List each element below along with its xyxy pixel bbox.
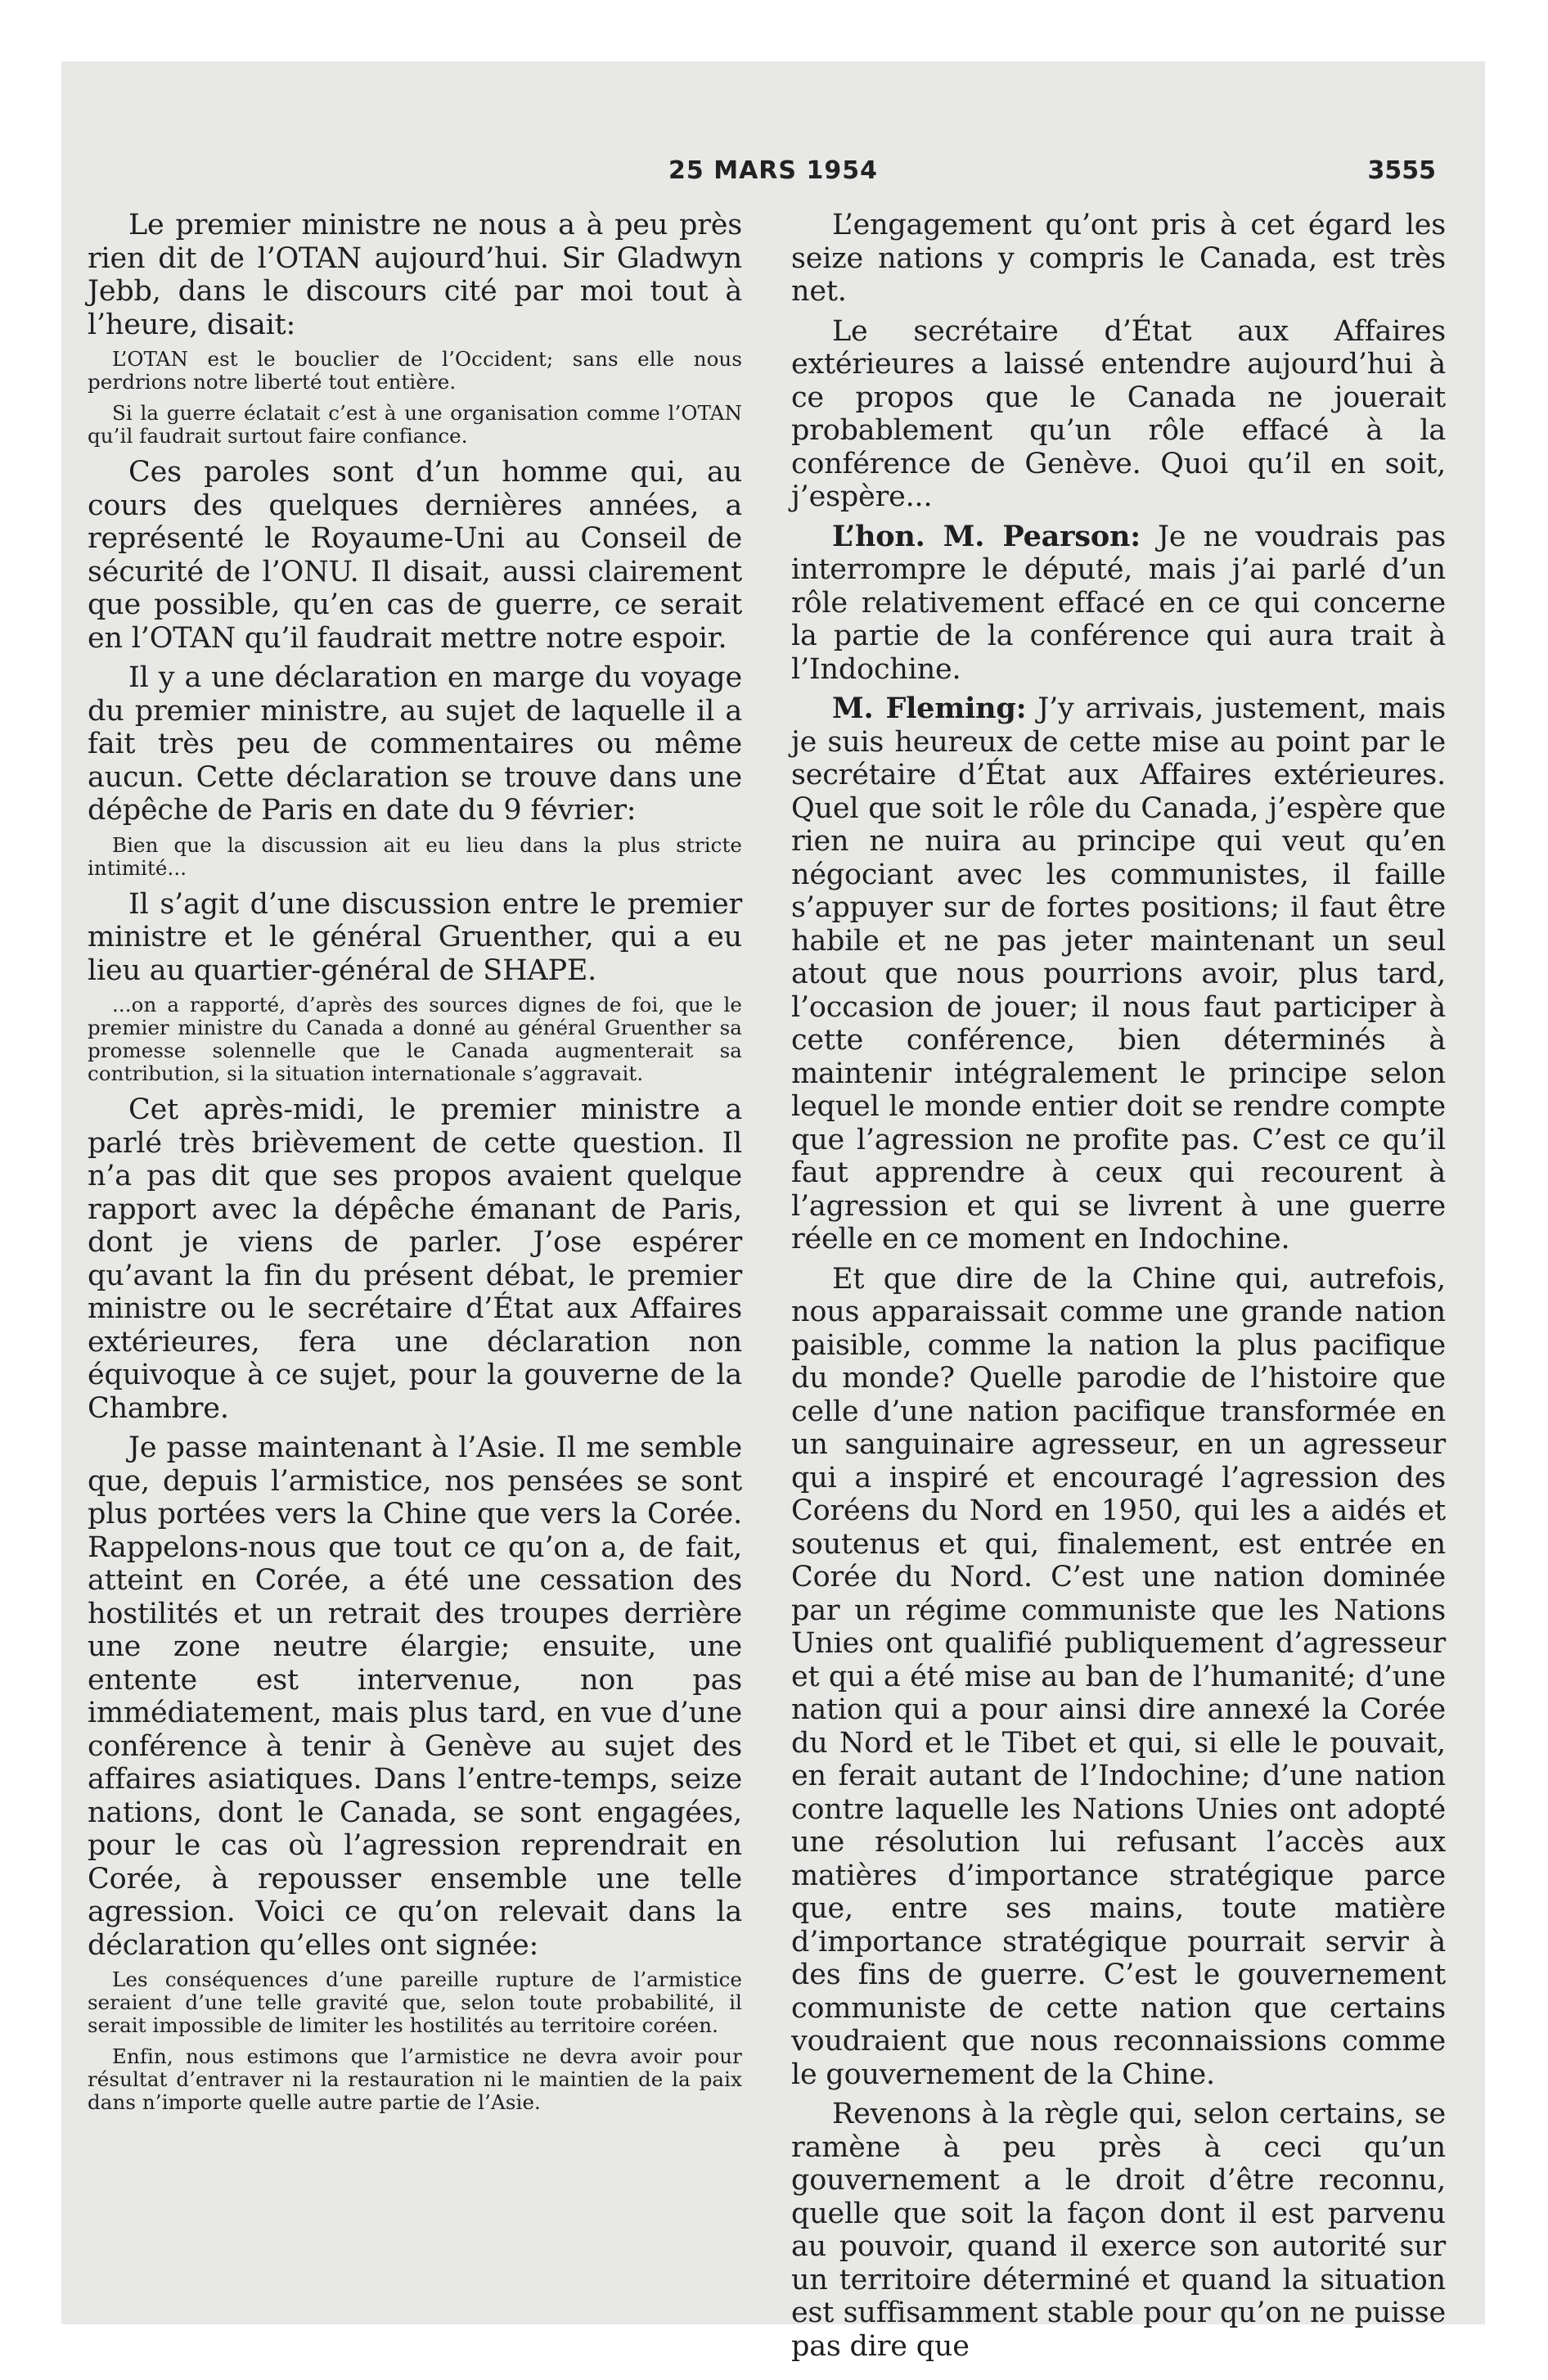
body-paragraph: Je passe maintenant à l’Asie. Il me semble que, depuis l’armistice, nos pensées se sont plus portées vers la Chine que vers la Corée. Rappelons-nous que tout ce qu’on a, de fait, atteint en Corée, a été une cessation des hostilités et un retrait des troupes derrière une zone neutre élargie; ensuite, une entente est intervenue, non pas immédiatement, mais plus tard, en vue d’une conférence à tenir à Genève au sujet des affaires asiatiques. Dans l’entre-temps, seize nations, dont le Canada, se sont engagées, pour le cas où l’agression reprendrait en Corée, à repousser ensemble une telle agression. Voici ce qu’on relevait dans la déclaration qu’elles ont signée: <box>88 1431 742 1962</box>
speech-text: Je ne voudrais pas interrompre le député, mais j’ai parlé d’un rôle relativement effacé en ce qui concerne la partie de la conférence qui aura trait à l’Indochine. <box>791 520 1446 686</box>
left-column <box>88 209 742 2122</box>
body-paragraph: Revenons à la règle qui, selon certains, se ramène à peu près à ceci qu’un gouvernement a le droit d’être reconnu, quelle que soit la façon dont il est parvenu au pouvoir, quand il exerce son autorité sur un territoire déterminé et quand la situation est suffisamment stable pour qu’on ne puisse pas dire que <box>791 2098 1446 2363</box>
right-column <box>791 209 1446 2369</box>
speech-text: J’y arrivais, justement, mais je suis heureux de cette mise au point par le secrétaire d’État aux Affaires extérieures. Quel que soit le rôle du Canada, j’espère que rien ne nuira au principe qui veut qu’en négociant avec les communistes, il faille s’appuyer sur de fortes positions; il faut être habile et ne pas jeter maintenant un seul atout que nous pourrions avoir, plus tard, l’occasion de jouer; il nous faut participer à cette conférence, bien déterminés à maintenir intégralement le principe selon lequel le monde entier doit se rendre compte que l’agression ne profite pas. C’est ce qu’il faut apprendre à ceux qui recourent à l’agression et qui se livrent à une guerre réelle en ce moment en Indochine. <box>791 692 1447 1255</box>
quoted-passage: L’OTAN est le bouclier de l’Occident; sans elle nous perdrions notre liberté tout entière. <box>88 347 742 394</box>
speech-paragraph <box>791 692 1446 1256</box>
body-paragraph: Ces paroles sont d’un homme qui, au cours des quelques dernières années, a représenté le Royaume-Uni au Conseil de sécurité de l’ONU. Il disait, aussi clairement que possible, qu’en cas de guerre, ce serait en l’OTAN qu’il faudrait mettre notre espoir. <box>88 456 742 655</box>
body-paragraph: L’engagement qu’ont pris à cet égard les seize nations y compris le Canada, est très net. <box>791 209 1446 308</box>
body-paragraph: Le secrétaire d’État aux Affaires extérieures a laissé entendre aujourd’hui à ce propos que le Canada ne jouerait probablement qu’un rôle effacé à la conférence de Genève. Quoi qu’il en soit, j’espère... <box>791 314 1446 513</box>
quoted-passage: Si la guerre éclatait c’est à une organisation comme l’OTAN qu’il faudrait surtout faire confiance. <box>88 401 742 448</box>
page-number: 3555 <box>1367 156 1436 185</box>
quoted-passage: Bien que la discussion ait eu lieu dans la plus stricte intimité... <box>88 832 742 880</box>
header-date: 25 MARS 1954 <box>668 156 878 185</box>
body-paragraph: Cet après-midi, le premier ministre a parlé très brièvement de cette question. Il n’a pas dit que ses propos avaient quelque rapport avec la dépêche émanant de Paris, dont je viens de parler. J’ose espérer qu’avant la fin du présent débat, le premier ministre ou le secrétaire d’État aux Affaires extérieures, fera une déclaration non équivoque à ce sujet, pour la gouverne de la Chambre. <box>88 1093 742 1425</box>
speech-paragraph <box>791 521 1446 687</box>
speaker-name: L’hon. M. Pearson: <box>832 519 1141 553</box>
body-paragraph: Et que dire de la Chine qui, autrefois, nous apparaissait comme une grande nation paisible, comme la nation la plus pacifique du monde? Quelle parodie de l’histoire que celle d’une nation pacifique transformée en un sanguinaire agresseur, en un agresseur qui a inspiré et encouragé l’agression des Coréens du Nord en 1950, qui les a aidés et soutenus et qui, finalement, est entrée en Corée du Nord. C’est une nation dominée par un régime communiste que les Nations Unies ont qualifié publiquement d’agresseur et qui a été mise au ban de l’humanité; d’une nation qui a pour ainsi dire annexé la Corée du Nord et le Tibet et qui, si elle le pouvait, en ferait autant de l’Indochine; d’une nation contre laquelle les Nations Unies ont adopté une résolution lui refusant l’accès aux matières d’importance stratégique parce que, entre ses mains, toute matière d’importance stratégique pourrait servir à des fins de guerre. C’est le gouvernement communiste de cette nation que certains voudraient que nous reconnaissions comme le gouvernement de la Chine. <box>791 1262 1446 2091</box>
body-paragraph: Le premier ministre ne nous a à peu près rien dit de l’OTAN aujourd’hui. Sir Gladwyn Jebb, dans le discours cité par moi tout à l’heure, disait: <box>88 209 742 341</box>
page-header <box>61 156 1485 197</box>
speaker-name: M. Fleming: <box>832 692 1027 725</box>
scanned-page <box>61 61 1485 2363</box>
body-paragraph: Il y a une déclaration en marge du voyage du premier ministre, au sujet de laquelle il a fait très peu de commentaires ou même aucun. Cette déclaration se trouve dans une dépêche de Paris en date du 9 février: <box>88 661 742 827</box>
quoted-passage: ...on a rapporté, d’après des sources dignes de foi, que le premier ministre du Canada a donné au général Gruenther sa promesse solennelle que le Canada augmenterait sa contribution, si la situation internationale s’aggravait. <box>88 993 742 1085</box>
body-paragraph: Il s’agit d’une discussion entre le premier ministre et le général Gruenther, qui a eu lieu au quartier-général de SHAPE. <box>88 887 742 987</box>
quoted-passage: Les conséquences d’une pareille rupture de l’armistice seraient d’une telle gravité que, selon toute probabilité, il serait impossible de limiter les hostilités au territoire coréen. <box>88 1968 742 2037</box>
quoted-passage: Enfin, nous estimons que l’armistice ne devra avoir pour résultat d’entraver ni la restauration ni le maintien de la paix dans n’importe quelle autre partie de l’Asie. <box>88 2044 742 2114</box>
